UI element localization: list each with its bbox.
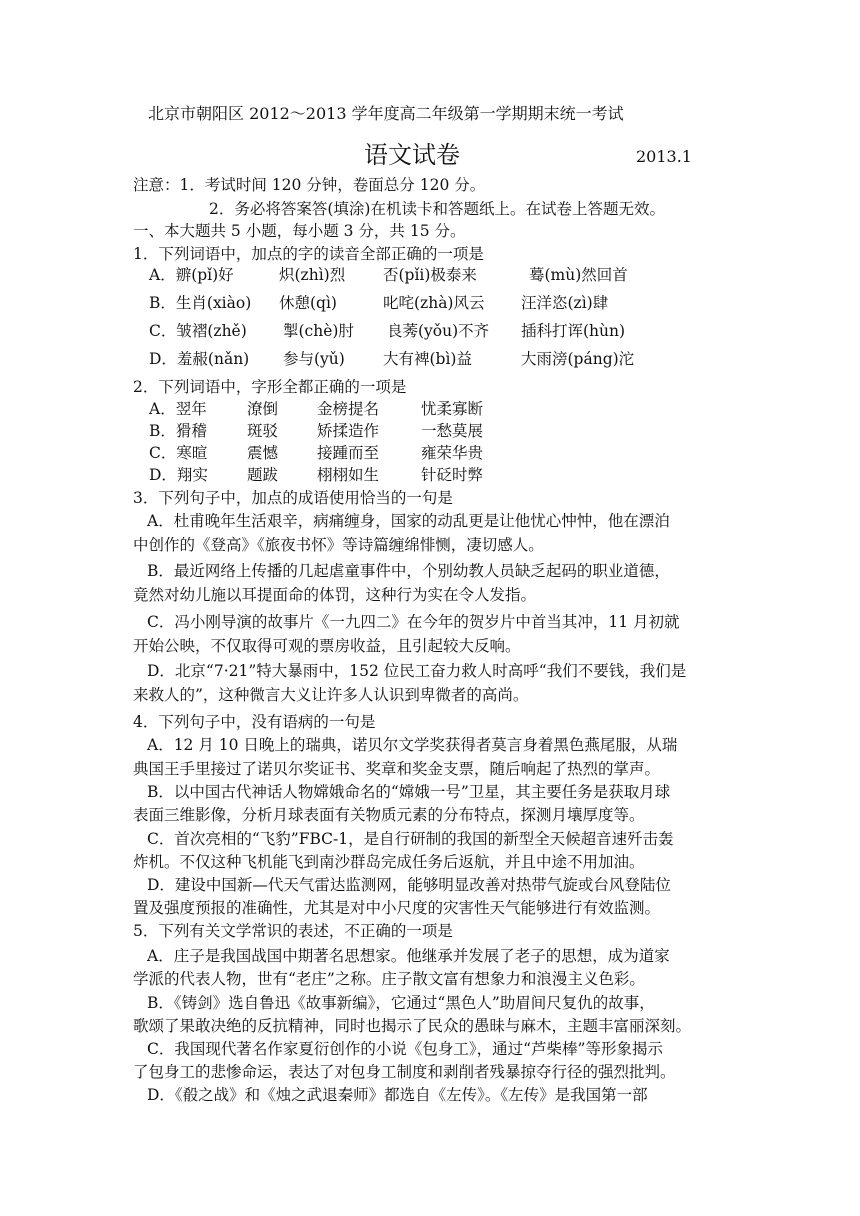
- q2-b-4: 一愁莫展: [421, 422, 484, 440]
- q2-b-1: B．猾稽: [149, 422, 207, 440]
- q4-option-c-line1: C．首次亮相的“飞豹”FBC-1，是自行研制的我国的新型全天候超音速歼击轰: [147, 830, 674, 848]
- section-1-heading: 一、本大题共 5 小题，每小题 3 分，共 15 分。: [133, 222, 466, 240]
- q5-option-a-line1: A．庄子是我国战国中期著名思想家。他继承并发展了老子的思想，成为道家: [147, 947, 670, 965]
- q4-option-d-line1: D．建设中国新—代天气雷达监测网，能够明显改善对热带气旋或台风登陆位: [147, 876, 671, 894]
- q4-option-d-line2: 置及强度预报的准确性，尤其是对中小尺度的灾害性天气能够进行有效监测。: [133, 899, 661, 917]
- q2-a-3: 金榜提名: [317, 400, 380, 418]
- q2-d-4: 针砭时弊: [421, 466, 484, 484]
- q5-option-b-line2: 歌颂了果敢决绝的反抗精神，同时也揭示了民众的愚昧与麻木，主题丰富丽深刻。: [133, 1017, 692, 1035]
- q3-option-a-line2: 中创作的《登高》《旅夜书怀》等诗篇缠绵悱恻，凄切感人。: [133, 536, 544, 554]
- q5-option-d-line1: D．《殽之战》和《烛之武退秦师》都选自《左传》。《左传》是我国第一部: [147, 1086, 648, 1104]
- q4-stem: 4．下列句子中，没有语病的一句是: [133, 713, 376, 731]
- q3-option-d-line2: 来救人的”，这种微言大义让许多人认识到卑微者的高尚。: [133, 686, 529, 704]
- q4-option-a-line2: 典国王手里接过了诺贝尔奖证书、奖章和奖金支票，随后响起了热烈的掌声。: [133, 760, 661, 778]
- q1-b-3: 叱咤(zhà)风云: [383, 294, 485, 312]
- q1-b-4: 汪洋恣(zì)肆: [521, 294, 609, 312]
- q1-c-2: 掣(chè)肘: [283, 322, 354, 340]
- q2-c-4: 雍荣华贵: [421, 444, 484, 462]
- q3-option-c-line2: 开始公映，不仅取得可观的票房收益，且引起较大反响。: [133, 637, 521, 655]
- q4-option-b-line1: B．以中国古代神话人物嫦娥命名的“嫦娥一号”卫星，其主要任务是获取月球: [147, 783, 671, 801]
- q1-a-2: 炽(zhì)烈: [279, 266, 346, 284]
- q2-stem: 2．下列词语中，字形全都正确的一项是: [133, 378, 407, 396]
- q1-d-4: 大雨滂(páng)沱: [521, 350, 635, 368]
- notes-line-2: 2．务必将答案答(填涂)在机读卡和答题纸上。在试卷上答题无效。: [209, 200, 665, 218]
- q1-d-1: D．羞赧(nǎn): [149, 350, 250, 368]
- q2-c-3: 接踵而至: [317, 444, 380, 462]
- exam-title: 北京市朝阳区 2012～2013 学年度高二年级第一学期期末统一考试: [148, 104, 624, 123]
- q5-stem: 5．下列有关文学常识的表述，不正确的一项是: [133, 922, 453, 940]
- q1-d-2: 参与(yǔ): [283, 350, 345, 368]
- q2-a-1: A．翌年: [149, 400, 207, 418]
- q3-option-a-line1: A．杜甫晚年生活艰辛，病痛缠身，国家的动乱更是让他忧心忡忡，他在漂泊: [147, 512, 670, 530]
- q1-c-4: 插科打诨(hùn): [521, 322, 626, 340]
- subject-title: 语文试卷: [364, 141, 460, 169]
- q1-a-4: 蓦(mù)然回首: [529, 266, 628, 284]
- q1-b-2: 休憩(qì): [279, 294, 337, 312]
- q1-a-1: A．辧(pǐ)好: [149, 266, 234, 284]
- q1-d-3: 大有裨(bì)益: [383, 350, 472, 368]
- notes-line-1: 注意：1．考试时间 120 分钟，卷面总分 120 分。: [133, 176, 486, 194]
- q2-d-1: D．翔实: [149, 466, 208, 484]
- q3-option-d-line1: D．北京“7·21”特大暴雨中，152 位民工奋力救人时高呼“我们不要钱，我们是: [147, 662, 687, 680]
- q3-stem: 3．下列句子中，加点的成语使用恰当的一句是: [133, 489, 453, 507]
- q2-option-b: [149, 422, 483, 441]
- q4-option-c-line2: 炸机。不仅这种飞机能飞到南沙群岛完成任务后返航，并且中途不用加油。: [133, 853, 645, 871]
- exam-date: 2013.1: [636, 147, 692, 166]
- q5-option-c-line1: C．我国现代著名作家夏衍创作的小说《包身工》，通过“芦柴棒”等形象揭示: [147, 1040, 663, 1058]
- q2-a-4: 忧柔寡断: [421, 400, 484, 418]
- q3-option-b-line1: B．最近网络上传播的几起虐童事件中，个别幼教人员缺乏起码的职业道德，: [147, 562, 670, 580]
- q2-option-d: [149, 466, 483, 485]
- q1-stem: 1．下列词语中，加点的字的读音全部正确的一项是: [133, 245, 484, 263]
- q1-option-d: [149, 350, 634, 369]
- q1-option-c: [149, 322, 625, 341]
- q1-c-1: C．皱褶(zhě): [149, 322, 247, 340]
- q2-b-2: 斑驳: [247, 422, 279, 440]
- q3-option-c-line1: C．冯小刚导演的故事片《一九四二》在今年的贺岁片中首当其冲，11 月初就: [147, 613, 680, 631]
- q5-option-b-line1: B．《铸剑》选自鲁迅《故事新编》，它通过“黑色人”助眉间尺复仇的故事，: [147, 994, 655, 1012]
- q1-option-a: [149, 266, 628, 285]
- q4-option-a-line1: A．12 月 10 日晚上的瑞典，诺贝尔文学奖获得者莫言身着黑色燕尾服，从瑞: [147, 736, 678, 754]
- q5-option-c-line2: 了包身工的悲惨命运，表达了对包身工制度和剥削者残暴掠夺行径的强烈批判。: [133, 1063, 676, 1081]
- q3-option-b-line2: 竟然对幼儿施以耳提面命的体罚，这种行为实在令人发指。: [133, 586, 537, 604]
- q2-c-1: C．寒暄: [149, 444, 208, 462]
- q2-a-2: 潦倒: [247, 400, 279, 418]
- q2-option-a: [149, 400, 483, 419]
- q2-b-3: 矫揉造作: [317, 422, 380, 440]
- q1-option-b: [149, 294, 608, 313]
- q4-option-b-line2: 表面三维影像，分析月球表面有关物质元素的分布特点，探测月壤厚度等。: [133, 806, 645, 824]
- q1-c-3: 良莠(yǒu)不齐: [387, 322, 490, 340]
- q1-a-3: 否(pǐi)极泰来: [383, 266, 477, 284]
- q1-b-1: B．生肖(xiào): [149, 294, 252, 312]
- q2-c-2: 震憾: [247, 444, 279, 462]
- q2-d-3: 栩栩如生: [317, 466, 380, 484]
- q2-option-c: [149, 444, 483, 463]
- q2-d-2: 题跋: [247, 466, 279, 484]
- q5-option-a-line2: 学派的代表人物，世有“老庄”之称。庄子散文富有想象力和浪漫主义色彩。: [133, 970, 645, 988]
